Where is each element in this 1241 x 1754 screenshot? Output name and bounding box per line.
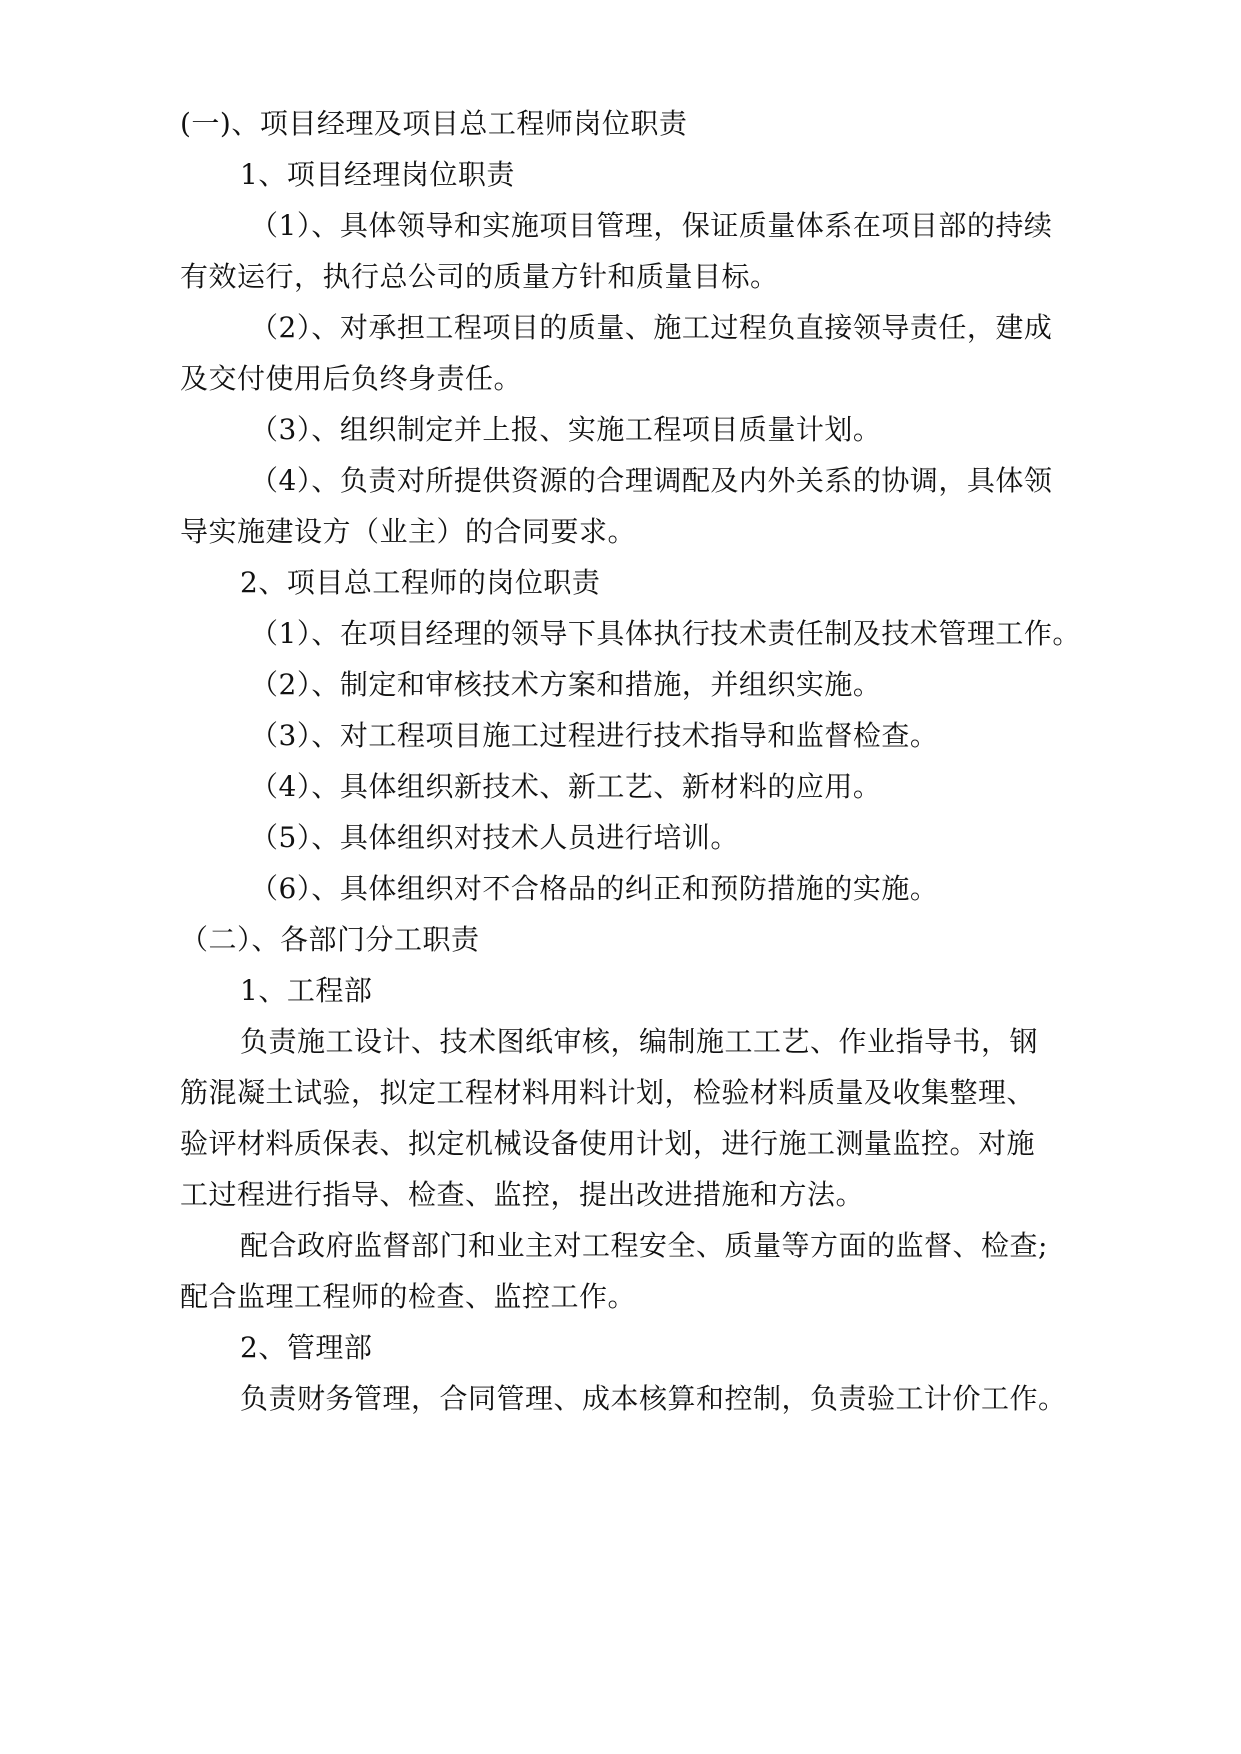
paragraph-line: 工过程进行指导、检查、监控，提出改进措施和方法。 [180, 1178, 865, 1211]
section-heading-1: (一)、项目经理及项目总工程师岗位职责 [180, 107, 688, 140]
duty-item-line: （1）、在项目经理的领导下具体执行技术责任制及技术管理工作。 [250, 617, 1081, 650]
sub-heading-chief-engineer: 2、项目总工程师的岗位职责 [240, 566, 601, 599]
dept-heading-engineering: 1、工程部 [240, 974, 373, 1007]
duty-item-continuation: 导实施建设方（业主）的合同要求。 [180, 515, 637, 548]
duty-item-line: （1）、具体领导和实施项目管理，保证质量体系在项目部的持续 [250, 209, 1053, 242]
duty-item-line: （3）、对工程项目施工过程进行技术指导和监督检查。 [250, 719, 939, 752]
paragraph-line: 筋混凝土试验，拟定工程材料用料计划，检验材料质量及收集整理、 [180, 1076, 1036, 1109]
dept-heading-management: 2、管理部 [240, 1331, 373, 1364]
duty-item-line: （4）、负责对所提供资源的合理调配及内外关系的协调，具体领 [250, 464, 1053, 497]
paragraph-line: 验评材料质保表、拟定机械设备使用计划，进行施工测量监控。对施 [180, 1127, 1036, 1160]
duty-item-line: （4）、具体组织新技术、新工艺、新材料的应用。 [250, 770, 882, 803]
paragraph-line: 配合监理工程师的检查、监控工作。 [180, 1280, 637, 1313]
duty-item-line: （2）、对承担工程项目的质量、施工过程负直接领导责任，建成 [250, 311, 1053, 344]
sub-heading-project-manager: 1、项目经理岗位职责 [240, 158, 515, 191]
duty-item-continuation: 有效运行，执行总公司的质量方针和质量目标。 [180, 260, 779, 293]
duty-item-line: （3）、组织制定并上报、实施工程项目质量计划。 [250, 413, 882, 446]
section-heading-2: （二）、各部门分工职责 [180, 923, 480, 956]
paragraph-line: 负责财务管理，合同管理、成本核算和控制，负责验工计价工作。 [240, 1382, 1067, 1415]
paragraph-line: 配合政府监督部门和业主对工程安全、质量等方面的监督、检查; [240, 1229, 1048, 1262]
paragraph-line: 负责施工设计、技术图纸审核，编制施工工艺、作业指导书，钢 [240, 1025, 1039, 1058]
duty-item-line: （6）、具体组织对不合格品的纠正和预防措施的实施。 [250, 872, 939, 905]
duty-item-line: （5）、具体组织对技术人员进行培训。 [250, 821, 739, 854]
duty-item-line: （2）、制定和审核技术方案和措施，并组织实施。 [250, 668, 882, 701]
duty-item-continuation: 及交付使用后负终身责任。 [180, 362, 523, 395]
